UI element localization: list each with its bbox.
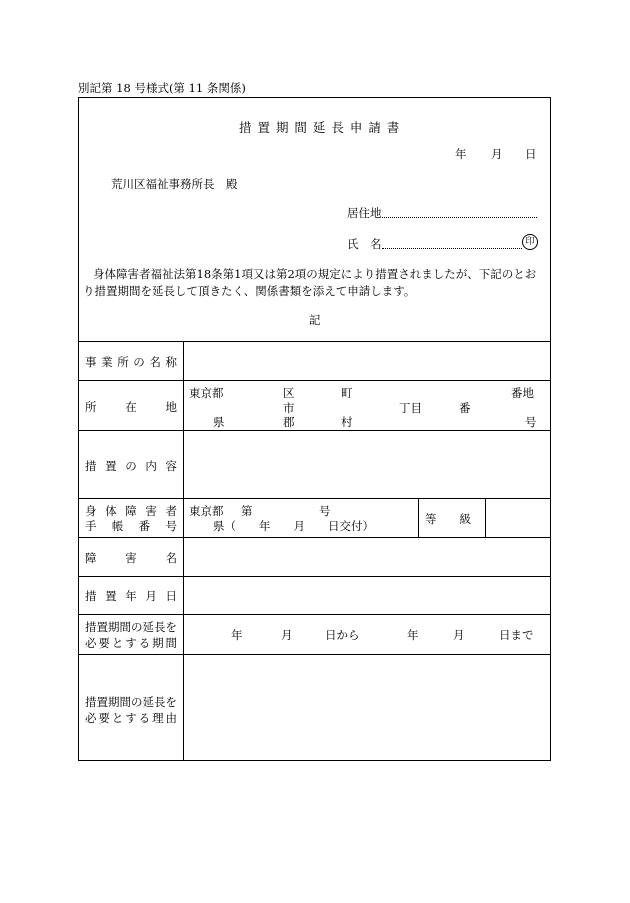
handbook-label-2: 手 帳 番 号 xyxy=(85,519,177,533)
handbook-issued: 県（ 年 月 日交付） xyxy=(213,519,374,533)
address-label: 居住地 xyxy=(347,206,382,220)
disability-name-label: 障 害 名 xyxy=(85,551,177,565)
period-tsuki2: 月 xyxy=(453,628,465,642)
application-form xyxy=(78,97,551,761)
loc-ken: 県 xyxy=(213,415,225,429)
loc-chome: 丁目 xyxy=(399,401,422,415)
loc-banchi: 番地 xyxy=(511,386,534,400)
period-nen1: 年 xyxy=(231,628,243,642)
disability-name-field[interactable] xyxy=(185,538,549,575)
loc-ku: 区 xyxy=(283,386,295,400)
form-title: 措 置 期 間 延 長 申 請 書 xyxy=(239,120,401,135)
date-month: 月 xyxy=(491,147,503,161)
handbook-tokyo: 東京都 xyxy=(189,504,224,518)
handbook-dai: 第 xyxy=(241,504,253,518)
period-tsuki1: 月 xyxy=(281,628,293,642)
loc-mura: 村 xyxy=(341,415,353,429)
loc-ban: 番 xyxy=(459,401,471,415)
office-name-label: 事業所の名称 xyxy=(85,355,177,369)
handbook-go: 号 xyxy=(319,504,331,518)
seal-mark: 印 xyxy=(522,233,538,250)
date-year: 年 xyxy=(455,147,467,161)
loc-tokyo: 東京都 xyxy=(189,386,224,400)
form-number: 別記第 18 号様式(第 11 条関係) xyxy=(78,81,246,95)
measure-content-label: 措置の内容 xyxy=(85,459,177,473)
name-label: 氏 名 xyxy=(347,237,382,251)
address-field[interactable] xyxy=(382,204,537,218)
body-text-line2: り措置期間を延長して頂きたく、関係書類を添えて申請します。 xyxy=(83,284,416,298)
extension-reason-field[interactable] xyxy=(185,656,549,759)
office-name-field[interactable] xyxy=(185,342,549,379)
loc-go: 号 xyxy=(525,415,537,429)
period-himade: 日まで xyxy=(499,628,534,642)
grade-label: 等 級 xyxy=(425,512,471,526)
extension-reason-label-1: 措置期間の延長を xyxy=(85,695,177,709)
period-hikara: 日から xyxy=(325,628,360,642)
loc-shi: 市 xyxy=(283,401,295,415)
measure-content-field[interactable] xyxy=(185,432,549,497)
handbook-label-1: 身 体 障 害 者 xyxy=(85,504,177,518)
name-field[interactable] xyxy=(382,235,522,249)
measure-date-label: 措 置 年 月 日 xyxy=(85,589,177,603)
measure-date-field[interactable] xyxy=(185,577,549,613)
loc-cho: 町 xyxy=(341,386,353,400)
extension-period-label-2: 必要とする期間 xyxy=(85,636,177,650)
grade-field[interactable] xyxy=(487,499,549,536)
extension-period-label-1: 措置期間の延長を xyxy=(85,620,177,634)
addressee: 荒川区福祉事務所長 殿 xyxy=(111,177,238,191)
ki-heading: 記 xyxy=(309,313,321,327)
loc-gun: 郡 xyxy=(283,415,295,429)
extension-reason-label-2: 必要とする理由 xyxy=(85,711,177,725)
date-day: 日 xyxy=(525,147,537,161)
period-nen2: 年 xyxy=(407,628,419,642)
body-text-line1: 身体障害者福祉法第18条第1項又は第2項の規定により措置されましたが、下記のとお xyxy=(93,267,537,281)
location-label: 所 在 地 xyxy=(85,400,177,414)
